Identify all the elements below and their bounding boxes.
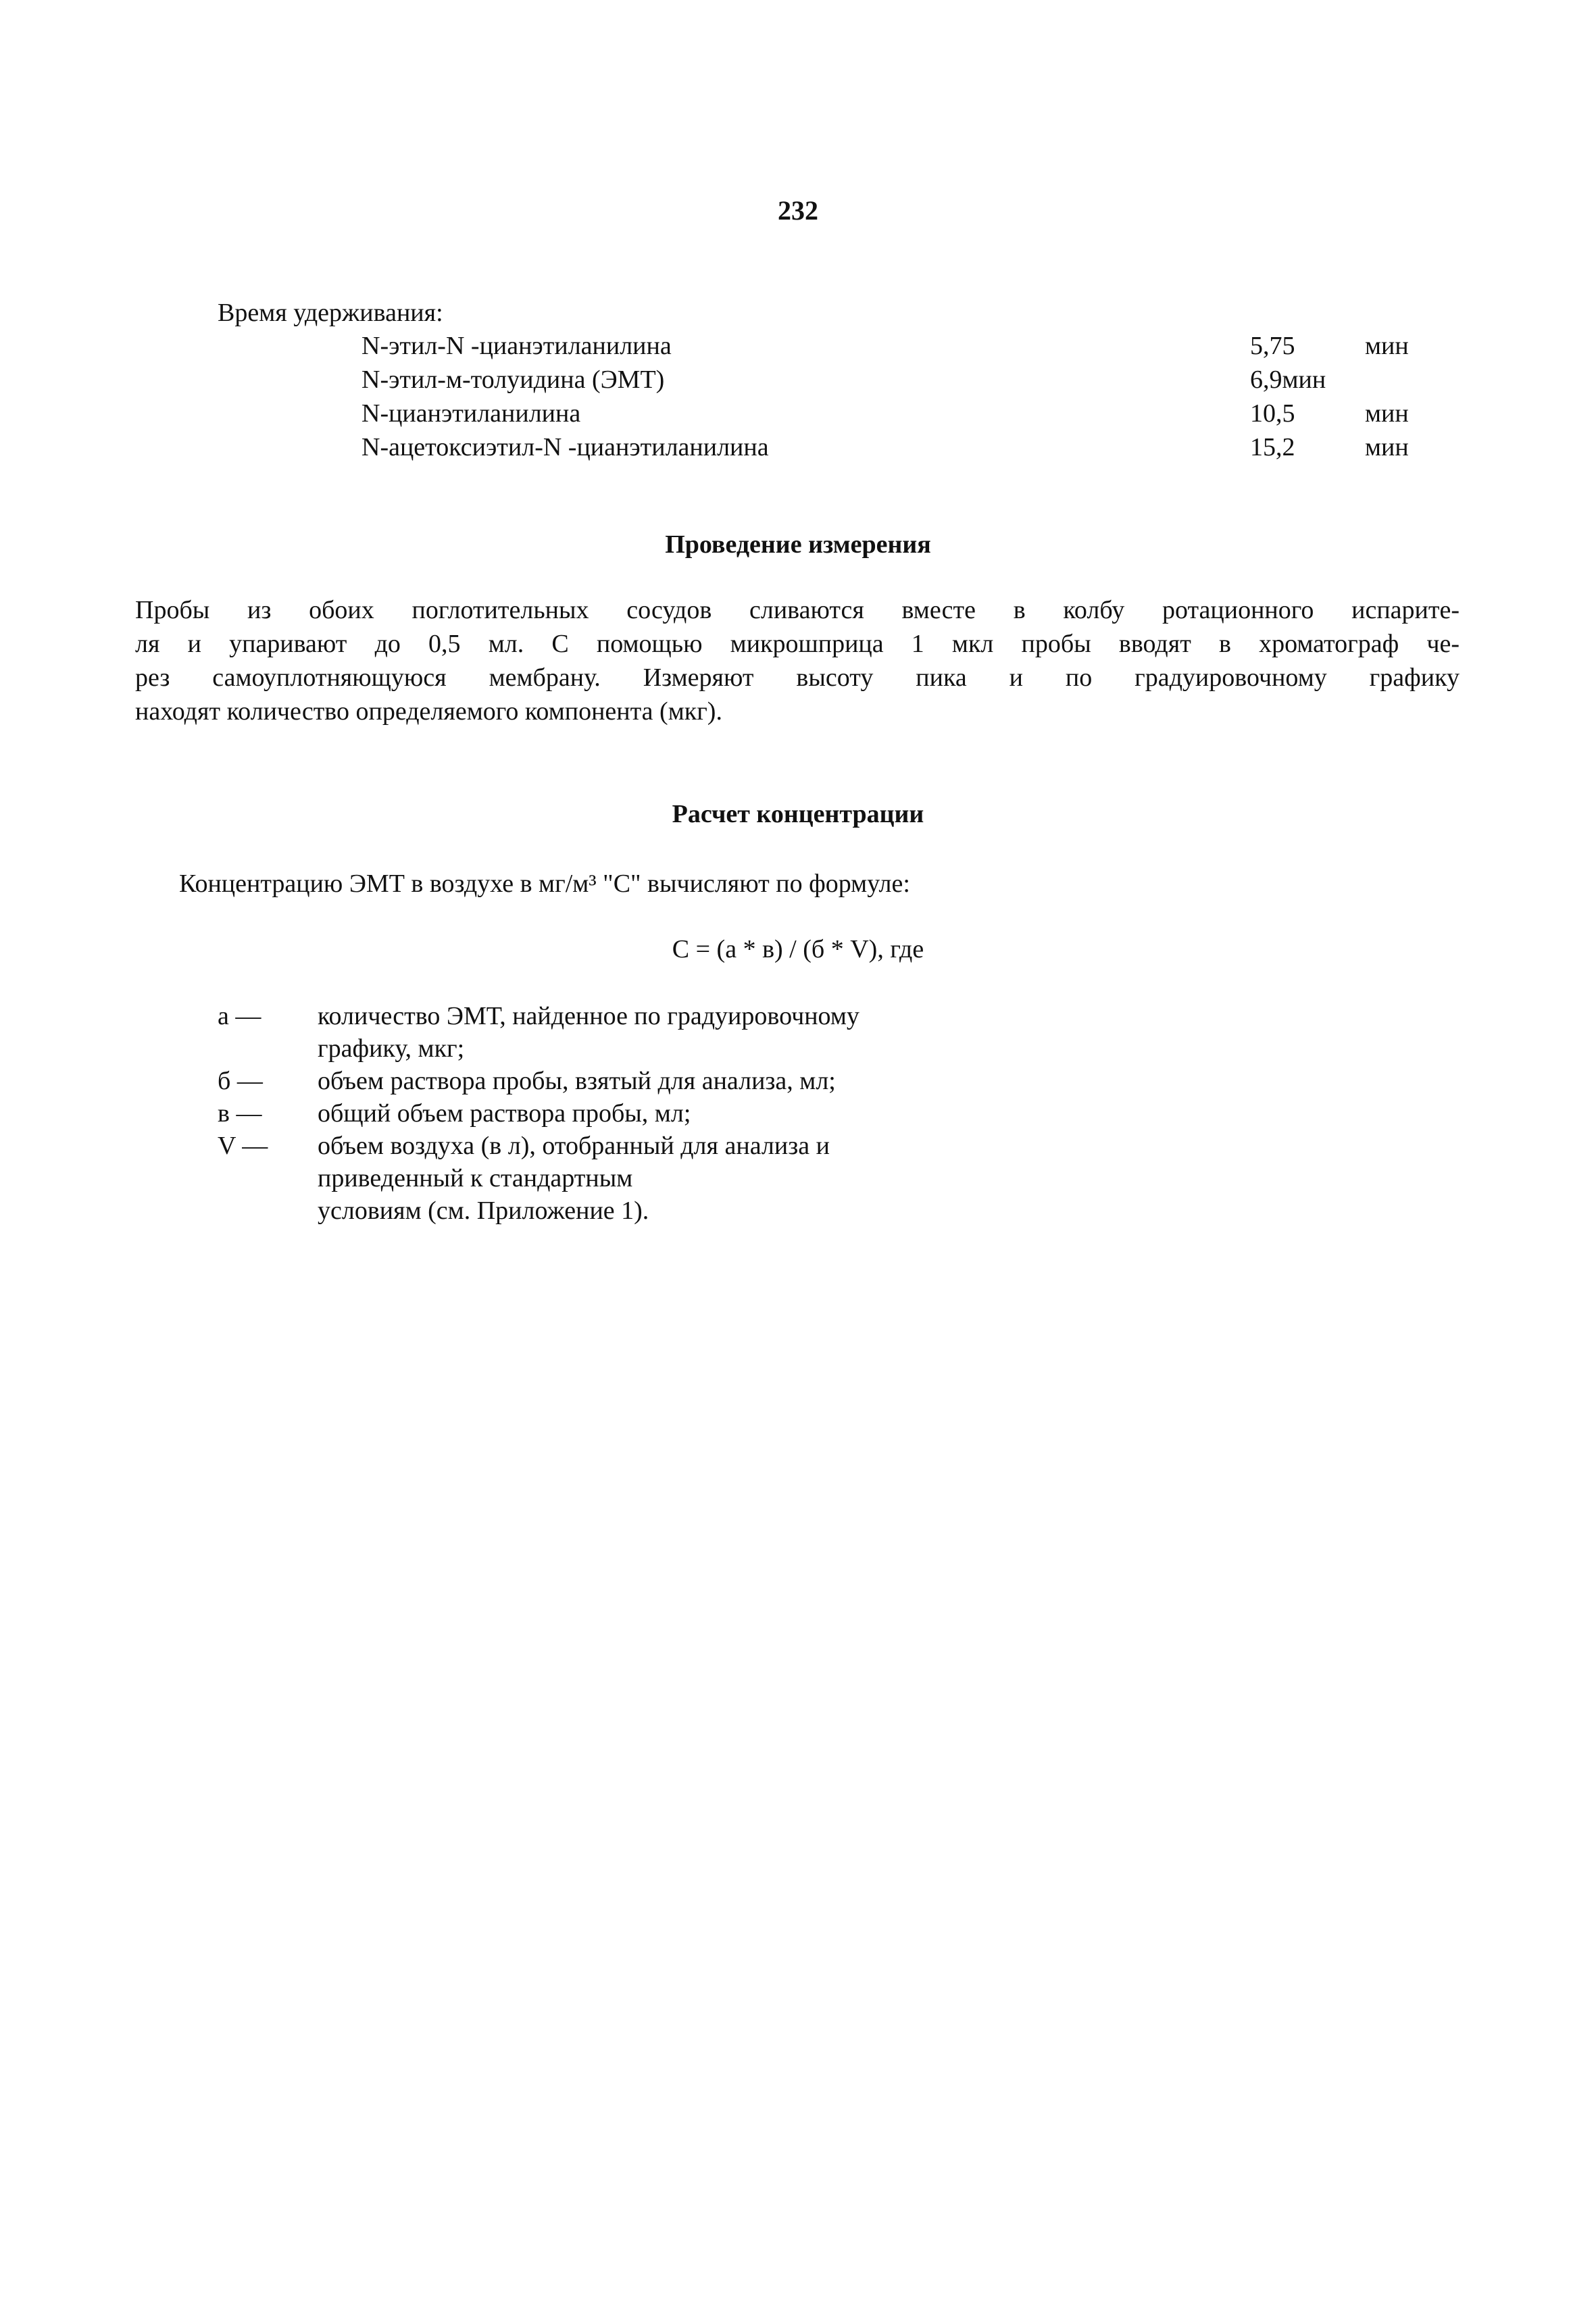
retention-time-value: 6,9мин: [1250, 366, 1326, 394]
retention-row: [361, 430, 1443, 464]
paragraph-line: рез самоуплотняющуюся мембрану. Измеряют высоту пика и по градуировочному графику: [135, 663, 1460, 692]
legend-item: [218, 1130, 1028, 1227]
compound-name: N-ацетоксиэтил-N -цианэтиланилина: [361, 433, 769, 461]
formula-intro: Концентрацию ЭМТ в воздухе в мг/м³ "С" вычисляют по формуле:: [179, 870, 910, 898]
page-number: 232: [778, 195, 818, 226]
legend-symbol: в —: [218, 1099, 262, 1128]
measurement-paragraph: [135, 593, 1460, 728]
retention-time-value: 10,5: [1250, 399, 1295, 428]
legend-description: общий объем раствора пробы, мл;: [318, 1099, 691, 1128]
retention-time-unit: мин: [1365, 433, 1409, 461]
measurement-heading: Проведение измерения: [665, 530, 931, 559]
retention-time-unit: мин: [1365, 399, 1409, 428]
calculation-heading: Расчет концентрации: [672, 800, 924, 828]
paragraph-line: находят количество определяемого компонента (мкг).: [135, 697, 722, 726]
retention-time-value: 15,2: [1250, 433, 1295, 461]
paragraph-line: ля и упаривают до 0,5 мл. С помощью микрошприца 1 мкл пробы вводят в хроматограф че-: [135, 630, 1460, 658]
legend-symbol: а —: [218, 1002, 261, 1030]
legend-description: количество ЭМТ, найденное по градуировочному: [318, 1002, 859, 1030]
retention-time-value: 5,75: [1250, 332, 1295, 360]
retention-time-table: [361, 329, 1443, 464]
legend-description: приведенный к стандартным: [318, 1164, 633, 1192]
legend-item: [218, 1065, 1028, 1097]
legend-description: условиям (см. Приложение 1).: [318, 1197, 649, 1225]
legend-symbol: V —: [218, 1132, 268, 1160]
concentration-formula: С = (а * в) / (б * V), где: [672, 935, 924, 963]
compound-name: N-этил-м-толуидина (ЭМТ): [361, 366, 665, 394]
retention-time-unit: мин: [1365, 332, 1409, 360]
retention-row: [361, 397, 1443, 430]
paragraph-line: Пробы из обоих поглотительных сосудов сливаются вместе в колбу ротационного испарите-: [135, 596, 1460, 624]
retention-row: [361, 363, 1443, 397]
legend-description: объем раствора пробы, взятый для анализа, мл;: [318, 1067, 836, 1095]
legend-item: [218, 1000, 1028, 1065]
formula-legend: [218, 1000, 1028, 1227]
compound-name: N-цианэтиланилина: [361, 399, 581, 428]
compound-name: N-этил-N -цианэтиланилина: [361, 332, 672, 360]
legend-description: графику, мкг;: [318, 1034, 465, 1063]
retention-row: [361, 329, 1443, 363]
legend-symbol: б —: [218, 1067, 263, 1095]
retention-time-label: Время удерживания:: [218, 299, 443, 327]
legend-description: объем воздуха (в л), отобранный для анализа и: [318, 1132, 830, 1160]
legend-item: [218, 1097, 1028, 1130]
